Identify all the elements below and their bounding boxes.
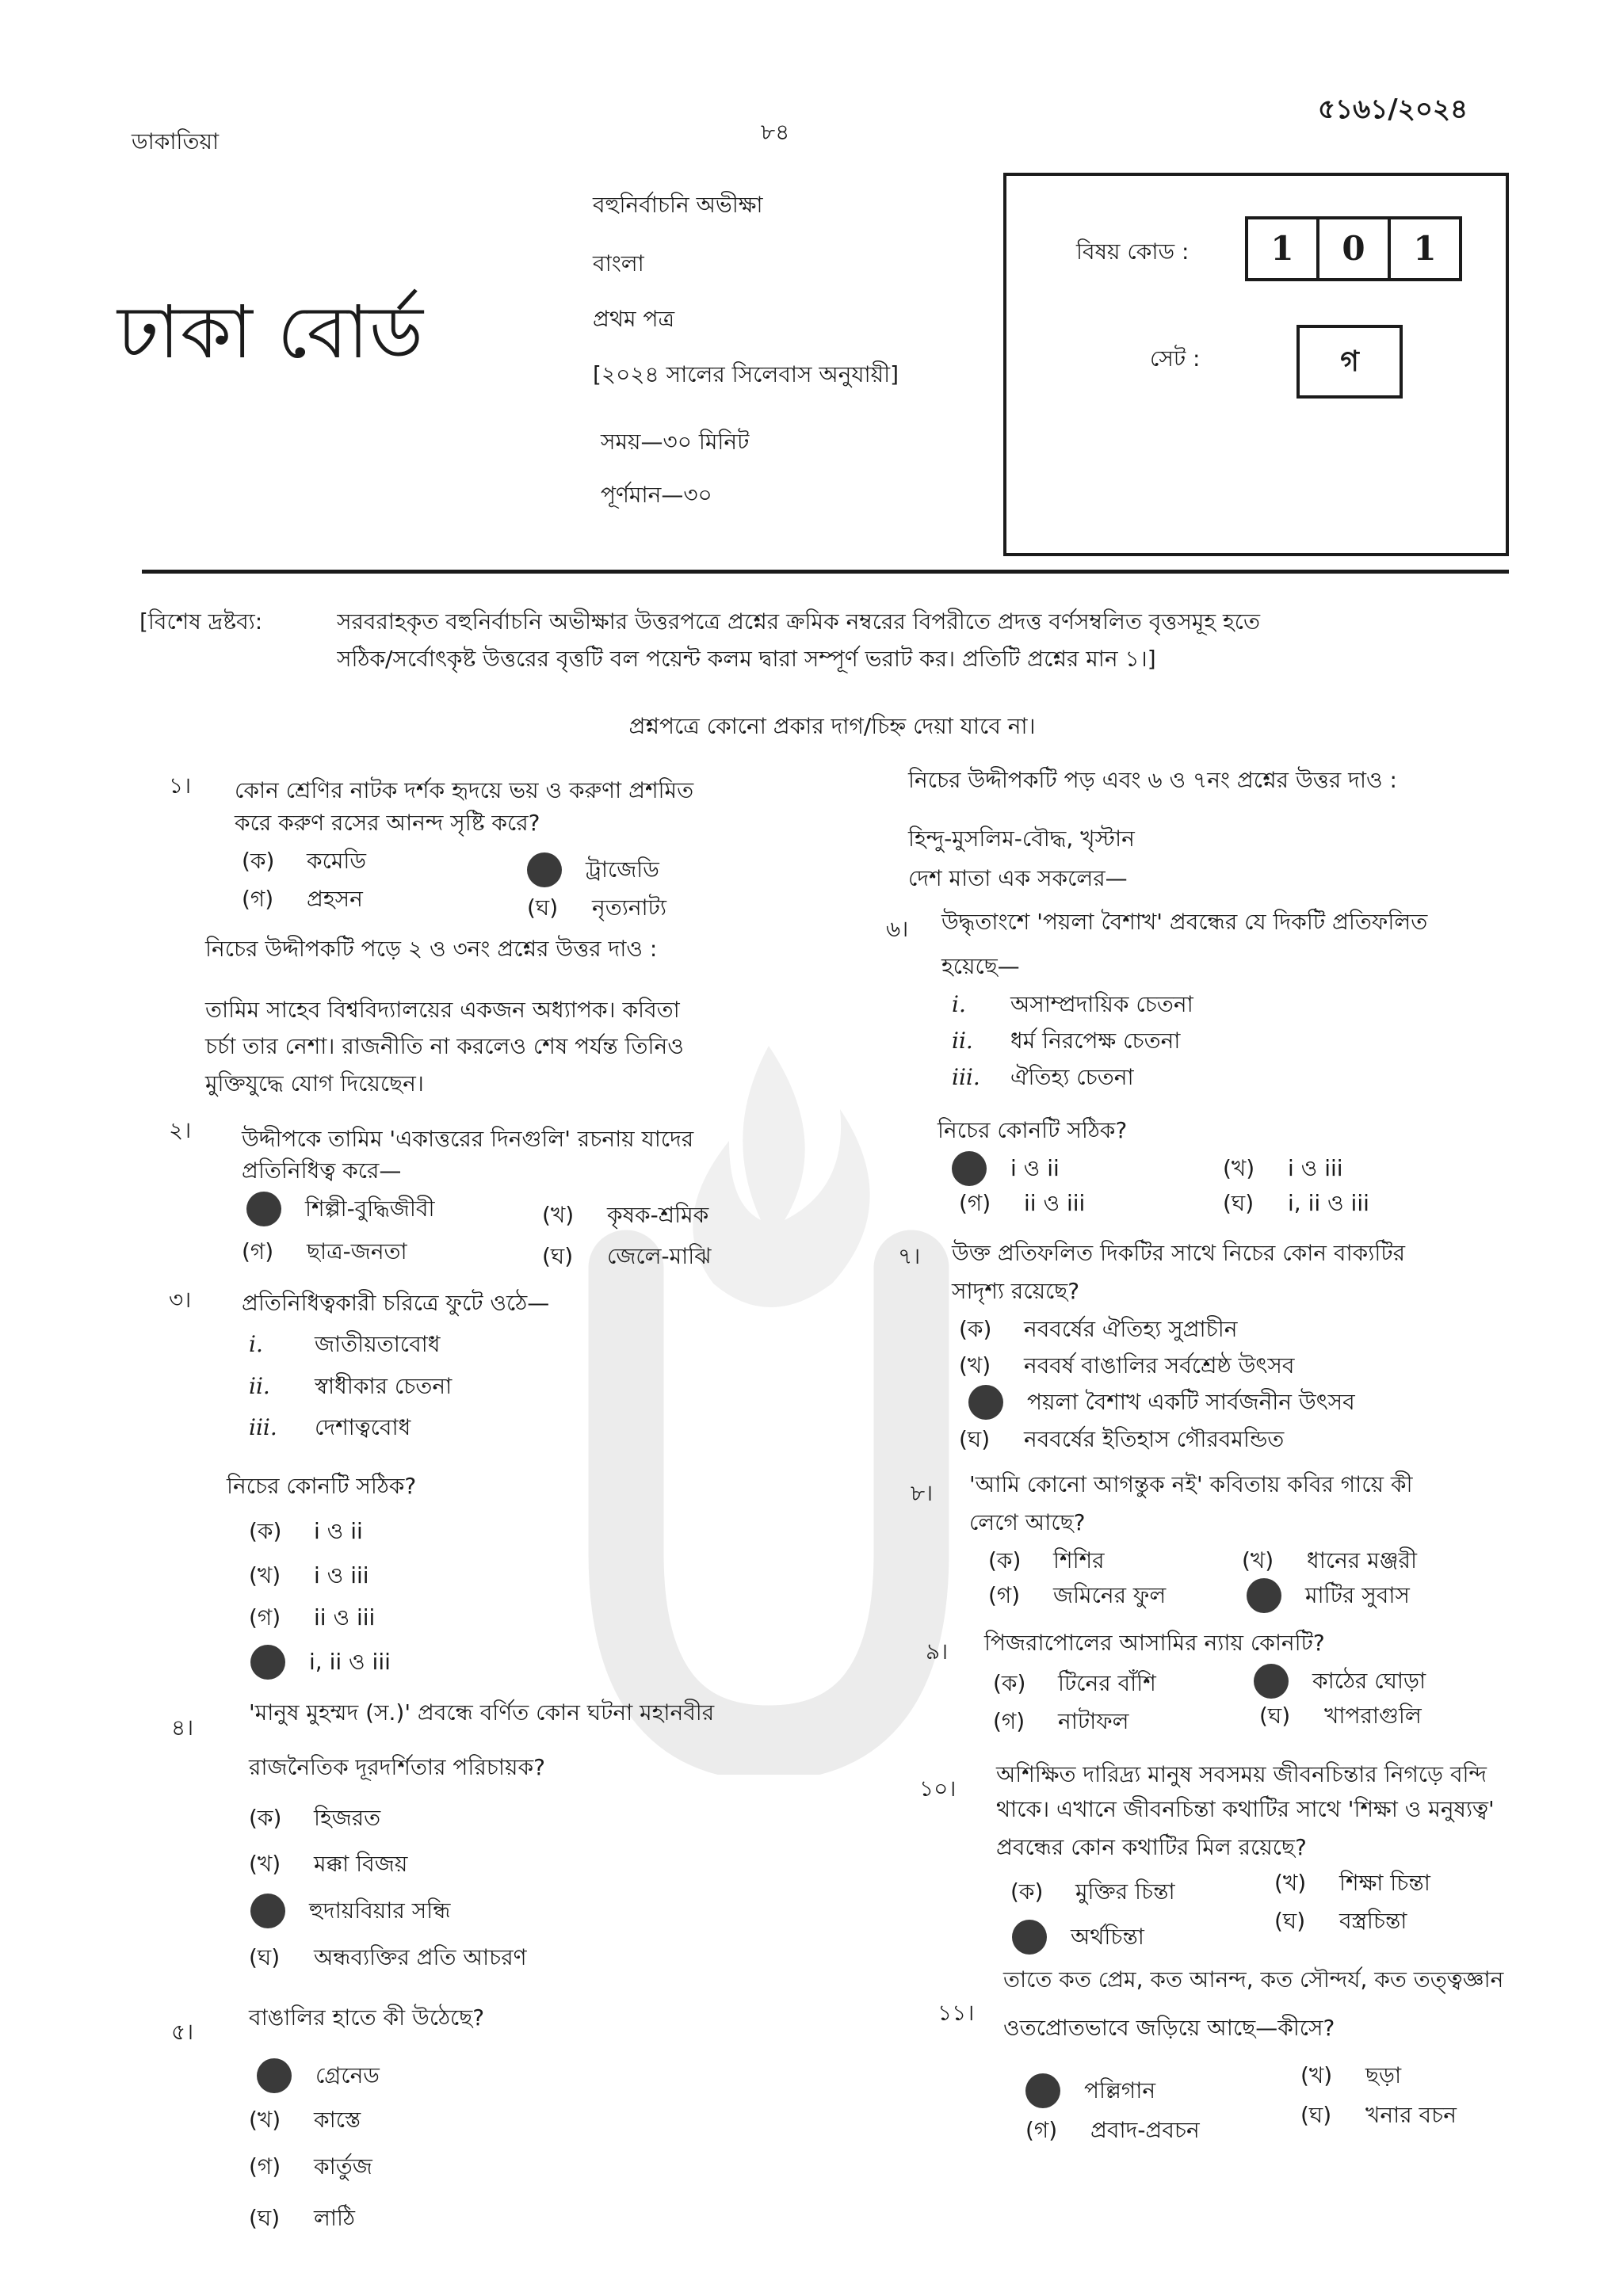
option-selected [1247, 1578, 1410, 1613]
option [1300, 2102, 1457, 2129]
option-label: (খ) [249, 1851, 281, 1877]
question-text: উদ্দীপকে তামিম 'একাত্তরের দিনগুলি' রচনায় যাদের [242, 1126, 694, 1152]
option-label: (ক) [249, 1518, 282, 1544]
filled-answer-bubble [527, 852, 562, 887]
question-text: পিজরাপোলের আসামির ন্যায় কোনটি? [984, 1630, 1325, 1656]
question-number: ৪। [171, 1714, 194, 1741]
option [1259, 1703, 1422, 1730]
option [959, 1352, 1294, 1379]
option-label: (ঘ) [1259, 1703, 1291, 1729]
choice-prompt: নিচের কোনটি সঠিক? [938, 1117, 1128, 1143]
option-text: শিশির [1053, 1547, 1105, 1573]
option-label: (ঘ) [1300, 2102, 1332, 2128]
option-label: (খ) [249, 1562, 281, 1589]
option-text: নববর্ষের ইতিহাস গৌরবমন্ডিত [1024, 1426, 1285, 1452]
page-number: ৮৪ [761, 119, 790, 145]
special-note-text: সঠিক/সর্বোৎকৃষ্ট উত্তরের বৃত্তটি বল পয়েন্ট কলম দ্বারা সম্পূর্ণ ভরাট কর। প্রতিটি প্রশ্নের মান ১।] [337, 646, 1156, 672]
option-text: মুক্তির চিন্তা [1075, 1878, 1175, 1905]
option-label: (গ) [249, 2153, 281, 2180]
option-label: (ঘ) [959, 1426, 991, 1452]
option-selected [246, 1192, 434, 1226]
option-label: (খ) [1300, 2062, 1333, 2088]
question-text: হয়েছে— [941, 953, 1020, 979]
board-title: ঢাকা বোর্ড [117, 290, 424, 375]
statement-numeral: i. [952, 991, 966, 1017]
statement-text: স্বাধীকার চেতনা [315, 1373, 453, 1399]
filled-answer-bubble [1247, 1578, 1281, 1613]
question-text: করে করুণ রসের আনন্দ সৃষ্টি করে? [235, 810, 540, 836]
option-text: পয়লা বৈশাখ একটি সার্বজনীন উৎসব [1027, 1389, 1355, 1415]
full-marks: পূর্ণমান—৩০ [601, 482, 712, 508]
stimulus-passage: মুক্তিযুদ্ধে যোগ দিয়েছেন। [205, 1070, 424, 1097]
question-number: ৯। [926, 1638, 949, 1665]
subject-code-digit: 1 [1270, 229, 1294, 268]
question-text: ওতপ্রোতভাবে জড়িয়ে আছে—কীসে? [1003, 2015, 1335, 2041]
option [1274, 1870, 1430, 1897]
option-text: i, ii ও iii [1288, 1190, 1369, 1216]
option-text: i ও ii [1010, 1155, 1060, 1181]
option-text: অর্থচিন্তা [1071, 1924, 1144, 1950]
option-text: অন্ধব্যক্তির প্রতি আচরণ [314, 1944, 527, 1970]
option-label: (ঘ) [249, 1944, 281, 1970]
option-text: ছড়া [1365, 2062, 1402, 2088]
option-text: কমেডি [307, 848, 367, 874]
statement-text: ঐতিহ্য চেতনা [1010, 1064, 1134, 1090]
option [993, 1670, 1156, 1697]
option-label: (গ) [1025, 2117, 1058, 2143]
option [249, 2205, 355, 2232]
statement-text: জাতীয়তাবোধ [315, 1331, 441, 1357]
statement-numeral: i. [249, 1331, 263, 1357]
filled-answer-bubble [250, 1645, 285, 1680]
option-text: মাটির সুবাস [1305, 1582, 1410, 1608]
right-column [868, 0, 1565, 2296]
special-note-label: [বিশেষ দ্রষ্টব্য: [139, 608, 263, 635]
stimulus-passage: চর্চা তার নেশা। রাজনীতি না করলেও শেষ পর্যন্ত তিনিও [205, 1033, 684, 1059]
question-number: ২। [169, 1117, 192, 1143]
option-label: (ক) [959, 1316, 992, 1342]
option [249, 1805, 380, 1832]
question-text: প্রতিনিধিত্ব করে— [242, 1158, 402, 1184]
option-text: শিল্পী-বুদ্ধিজীবী [305, 1196, 435, 1222]
question-text: সাদৃশ্য রয়েছে? [952, 1278, 1080, 1304]
statement-text: ধর্ম নিরপেক্ষ চেতনা [1010, 1028, 1181, 1054]
option-label: (গ) [249, 1604, 281, 1630]
option [242, 1238, 407, 1265]
option-label: (ঘ) [1274, 1908, 1306, 1934]
filled-answer-bubble [257, 2058, 292, 2093]
option-label: (ঘ) [542, 1243, 574, 1269]
question-text: রাজনৈতিক দূরদর্শিতার পরিচায়ক? [249, 1754, 545, 1780]
statement-text: দেশাত্ববোধ [315, 1414, 411, 1440]
option [249, 1604, 375, 1631]
option-label: (গ) [959, 1190, 991, 1216]
question-number: ৬। [886, 916, 909, 942]
option-label: (খ) [1223, 1155, 1255, 1181]
option-text: জেলে-মাঝি [607, 1243, 712, 1269]
subject-code-digit: 0 [1316, 219, 1388, 278]
option-text: নাটাফল [1058, 1708, 1129, 1734]
option [242, 848, 366, 875]
question-text: থাকে। এখানে জীবনচিন্তা কথাটির সাথে 'শিক্ষা ও মনুষ্যত্ব' [996, 1796, 1495, 1822]
set-label: সেট : [1150, 345, 1201, 372]
reference-code: ৫১৬১/২০২৪ [1318, 93, 1468, 125]
question-text: প্রতিনিধিত্বকারী চরিত্রে ফুটে ওঠে— [242, 1290, 550, 1316]
question-text: 'আমি কোনো আগন্তুক নই' কবিতায় কবির গায়ে কী [969, 1471, 1413, 1497]
filled-answer-bubble [1012, 1920, 1047, 1955]
option-text: পল্লিগান [1084, 2077, 1156, 2103]
question-number: ১০। [919, 1775, 957, 1802]
stimulus-instruction: নিচের উদ্দীপকটি পড় এবং ৬ ও ৭নং প্রশ্নের উত্তর দাও : [908, 767, 1397, 793]
option-text: হুদায়বিয়ার সন্ধি [309, 1897, 451, 1924]
stimulus-instruction: নিচের উদ্দীপকটি পড়ে ২ ও ৩নং প্রশ্নের উত্তর দাও : [205, 936, 658, 962]
option [242, 886, 363, 913]
option [959, 1190, 1085, 1217]
option-label: (খ) [1274, 1870, 1307, 1896]
option-label: (খ) [1242, 1547, 1274, 1573]
option [1242, 1547, 1417, 1574]
filled-answer-bubble [1025, 2073, 1060, 2108]
option-text: প্রবাদ-প্রবচন [1090, 2117, 1200, 2143]
choice-prompt: নিচের কোনটি সঠিক? [227, 1473, 417, 1499]
option [993, 1708, 1129, 1735]
option-text: খাপরাগুলি [1324, 1703, 1422, 1729]
option-label: (ক) [988, 1547, 1022, 1573]
option-text: কৃষক-শ্রমিক [607, 1202, 709, 1228]
statement-numeral: iii. [249, 1414, 277, 1440]
option [249, 1944, 527, 1971]
option-label: (খ) [959, 1352, 991, 1379]
option-label: (ক) [249, 1805, 282, 1831]
stimulus-passage: তামিম সাহেব বিশ্ববিদ্যালয়ের একজন অধ্যাপক। কবিতা [205, 997, 680, 1023]
option-label: (গ) [242, 1238, 274, 1264]
option-text: i ও iii [1288, 1155, 1343, 1181]
question-text: 'মানুষ মুহম্মদ (স.)' প্রবন্ধে বর্ণিত কোন ঘটনা মহানবীর [249, 1699, 715, 1726]
special-note-text: সরবরাহকৃত বহুনির্বাচনি অভীক্ষার উত্তরপত্রে প্রশ্নের ক্রমিক নম্বরের বিপরীতে প্রদত্ত বর্ণসম্বলিত বৃত্তসমূহ হতে [337, 608, 1260, 635]
stimulus-passage: হিন্দু-মুসলিম-বৌদ্ধ, খৃস্টান [908, 826, 1135, 852]
statement-text: অসাম্প্রদায়িক চেতনা [1010, 991, 1193, 1017]
option-label: (খ) [249, 2107, 281, 2133]
option-text: বস্ত্রচিন্তা [1339, 1908, 1407, 1934]
option-text: হিজরত [314, 1805, 381, 1831]
statement-numeral: iii. [952, 1064, 980, 1090]
option-text: i ও ii [314, 1518, 363, 1544]
option [1274, 1908, 1407, 1935]
filled-answer-bubble [968, 1385, 1003, 1420]
stimulus-passage: দেশ মাতা এক সকলের— [908, 865, 1128, 891]
option-label: (ক) [993, 1670, 1026, 1696]
option [527, 894, 666, 921]
exam-time: সময়—৩০ মিনিট [601, 429, 750, 455]
option [542, 1202, 708, 1229]
option-selected [1254, 1664, 1426, 1699]
option-text: ছাত্র-জনতা [307, 1238, 407, 1264]
option-text: ধানের মঞ্জরী [1307, 1547, 1417, 1573]
question-text: প্রবন্ধের কোন কথাটির মিল রয়েছে? [996, 1834, 1307, 1860]
option [1223, 1155, 1343, 1182]
option-text: নববর্ষ বাঙালির সর্বশ্রেষ্ঠ উৎসব [1024, 1352, 1295, 1379]
option-text: শিক্ষা চিন্তা [1339, 1870, 1430, 1896]
no-marks-warning: প্রশ্নপত্রে কোনো প্রকার দাগ/চিহ্ন দেয়া যাবে না। [628, 713, 1036, 739]
option-selected [1012, 1920, 1144, 1955]
option-label: (খ) [542, 1202, 575, 1228]
option [1300, 2062, 1401, 2089]
option [959, 1426, 1284, 1453]
option [249, 2153, 372, 2180]
option-text: মক্কা বিজয় [314, 1851, 408, 1877]
filled-answer-bubble [246, 1192, 281, 1226]
option-text: ii ও iii [314, 1604, 376, 1630]
question-number: ৫। [171, 2019, 194, 2045]
option-text: জমিনের ফুল [1053, 1582, 1167, 1608]
option-label: (ঘ) [527, 894, 559, 921]
filled-answer-bubble [1254, 1664, 1289, 1699]
question-text: উক্ত প্রতিফলিত দিকটির সাথে নিচের কোন বাক্যটির [952, 1240, 1406, 1266]
option-label: (গ) [993, 1708, 1025, 1734]
option [249, 2107, 361, 2134]
question-text: কোন শ্রেণির নাটক দর্শক হৃদয়ে ভয় ও করুণা প্রশমিত [235, 777, 694, 803]
option [542, 1243, 712, 1270]
filled-answer-bubble [250, 1894, 285, 1928]
option [249, 1562, 369, 1589]
option-text: কাঠের ঘোড়া [1312, 1668, 1426, 1694]
subject-code-label: বিষয় কোড : [1076, 238, 1190, 265]
subject-name: বাংলা [593, 250, 644, 277]
option-selected [1025, 2073, 1155, 2108]
paper-name: প্রথম পত্র [593, 306, 675, 332]
option-label: (গ) [242, 886, 274, 912]
option-selected [968, 1385, 1355, 1420]
option [988, 1547, 1105, 1574]
option-text: গ্রেনেড [315, 2062, 380, 2088]
option-label: (ঘ) [249, 2205, 281, 2231]
option [249, 1518, 363, 1545]
option [959, 1316, 1237, 1343]
option [1223, 1190, 1369, 1217]
question-text: বাঙালির হাতে কী উঠেছে? [249, 2004, 485, 2031]
question-text: তাতে কত প্রেম, কত আনন্দ, কত সৌন্দর্য, কত তত্ত্বজ্ঞান [1003, 1966, 1504, 1993]
option-text: i ও iii [314, 1562, 369, 1589]
option-selected [527, 852, 659, 887]
option-text: ii ও iii [1024, 1190, 1086, 1216]
option-label: (গ) [988, 1582, 1021, 1608]
question-number: ৭। [898, 1243, 921, 1269]
exam-type: বহুনির্বাচনি অভীক্ষা [593, 192, 763, 218]
option-text: নববর্ষের ঐতিহ্য সুপ্রাচীন [1024, 1316, 1238, 1342]
question-number: ১১। [938, 2000, 975, 2026]
option-text: i, ii ও iii [309, 1649, 391, 1675]
option-selected [250, 1645, 391, 1680]
option [1025, 2117, 1200, 2144]
option-label: (ক) [242, 848, 275, 874]
option [249, 1851, 407, 1878]
option-text: ট্রাজেডি [586, 856, 659, 883]
question-number: ১। [169, 772, 192, 799]
statement-numeral: ii. [249, 1373, 270, 1399]
option [988, 1582, 1166, 1609]
option-label: (ক) [1010, 1878, 1044, 1905]
option-label: (ঘ) [1223, 1190, 1254, 1216]
option [1010, 1878, 1175, 1905]
option-selected [952, 1151, 1060, 1186]
option-selected [257, 2058, 380, 2093]
filled-answer-bubble [952, 1151, 987, 1186]
question-text: অশিক্ষিত দারিদ্র্য মানুষ সবসময় জীবনচিন্তার নিগড়ে বন্দি [996, 1761, 1487, 1787]
option-text: কার্তুজ [314, 2153, 372, 2180]
statement-numeral: ii. [952, 1028, 973, 1054]
question-number: ৩। [169, 1287, 192, 1313]
option-selected [250, 1894, 450, 1928]
option-text: কাস্তে [314, 2107, 361, 2133]
header-location: ডাকাতিয়া [132, 128, 220, 154]
syllabus-note: [২০২৪ সালের সিলেবাস অনুযায়ী] [593, 361, 899, 387]
option-text: প্রহসন [307, 886, 363, 912]
question-text: লেগে আছে? [969, 1509, 1086, 1535]
option-text: নৃত্যনাট্য [592, 894, 667, 921]
subject-code-digit: 1 [1388, 219, 1459, 278]
option-text: টিনের বাঁশি [1058, 1670, 1156, 1696]
question-number: ৮। [911, 1480, 934, 1506]
set-code-value: গ [1340, 345, 1359, 378]
option-text: লাঠি [314, 2205, 355, 2231]
option-text: খনার বচন [1365, 2102, 1457, 2128]
question-text: উদ্ধৃতাংশে 'পয়লা বৈশাখ' প্রবন্ধের যে দিকটি প্রতিফলিত [941, 909, 1428, 935]
